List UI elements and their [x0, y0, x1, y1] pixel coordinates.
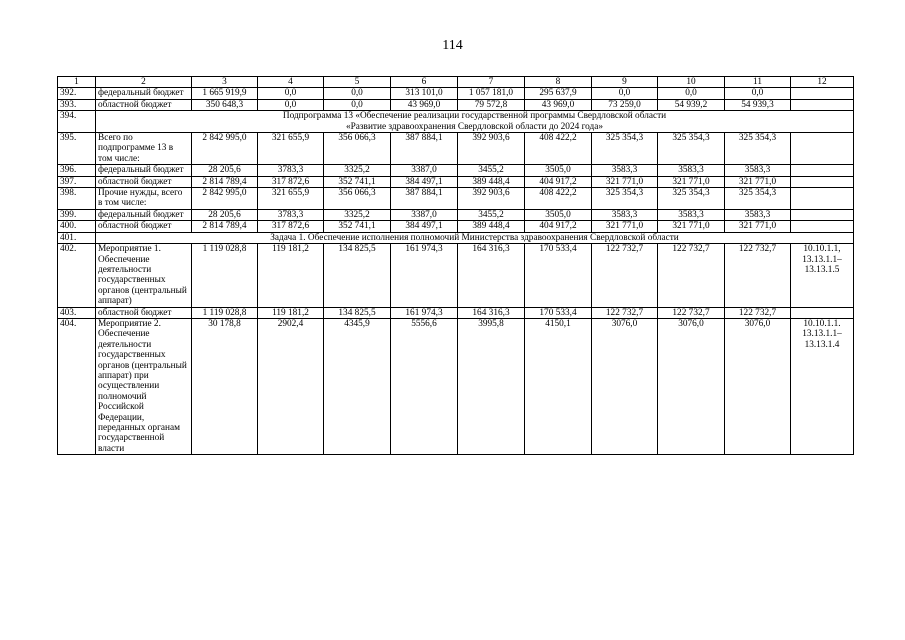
value-cell: 161 974,3	[391, 307, 458, 318]
target-indicators	[791, 209, 854, 220]
table-row	[58, 88, 854, 99]
table-row	[58, 165, 854, 176]
row-name: областной бюджет	[96, 307, 192, 318]
target-indicators: 10.10.1.1. 13.13.1.1– 13.13.1.4	[791, 318, 854, 454]
row-index: 402.	[58, 244, 96, 307]
column-header: 4	[258, 77, 324, 88]
value-cell: 3325,2	[324, 165, 391, 176]
column-header: 5	[324, 77, 391, 88]
value-cell: 3583,3	[658, 165, 725, 176]
value-cell: 0,0	[258, 99, 324, 110]
value-cell: 119 181,2	[258, 244, 324, 307]
value-cell: 3076,0	[725, 318, 791, 454]
value-cell: 356 066,3	[324, 133, 391, 165]
value-cell: 1 119 028,8	[192, 244, 258, 307]
value-cell: 384 497,1	[391, 221, 458, 232]
value-cell: 3387,0	[391, 209, 458, 220]
row-index: 397.	[58, 176, 96, 187]
row-name: Мероприятие 2. Обеспечение деятельности государственных органов (центральный аппарат) при осуществлении полномочий Российской Федерации, переданных органам государственной власти	[96, 318, 192, 454]
column-header: 10	[658, 77, 725, 88]
row-index: 401.	[58, 232, 96, 243]
row-name: федеральный бюджет	[96, 165, 192, 176]
target-indicators	[791, 88, 854, 99]
value-cell: 389 448,4	[458, 176, 525, 187]
column-header: 8	[525, 77, 592, 88]
page-number: 114	[442, 38, 463, 53]
value-cell: 3387,0	[391, 165, 458, 176]
row-index: 399.	[58, 209, 96, 220]
value-cell: 408 422,2	[525, 133, 592, 165]
target-indicators	[791, 176, 854, 187]
value-cell: 30 178,8	[192, 318, 258, 454]
value-cell: 3325,2	[324, 209, 391, 220]
value-cell: 325 354,3	[658, 133, 725, 165]
section-row	[58, 111, 854, 133]
value-cell: 3505,0	[525, 209, 592, 220]
row-index: 393.	[58, 99, 96, 110]
row-index: 404.	[58, 318, 96, 454]
section-title-line: Задача 1. Обеспечение исполнения полномочий Министерства здравоохранения Свердловской области	[270, 232, 679, 243]
table-row	[58, 133, 854, 165]
value-cell: 2 814 789,4	[192, 221, 258, 232]
section-title	[96, 232, 854, 243]
value-cell: 43 969,0	[391, 99, 458, 110]
column-header: 12	[791, 77, 854, 88]
table-row	[58, 176, 854, 187]
value-cell: 170 533,4	[525, 307, 592, 318]
value-cell: 321 771,0	[658, 221, 725, 232]
target-indicators: 10.10.1.1, 13.13.1.1– 13.13.1.5	[791, 244, 854, 307]
value-cell: 1 057 181,0	[458, 88, 525, 99]
value-cell: 3455,2	[458, 165, 525, 176]
row-index: 400.	[58, 221, 96, 232]
value-cell: 3505,0	[525, 165, 592, 176]
target-indicators	[791, 221, 854, 232]
value-cell: 5556,6	[391, 318, 458, 454]
value-cell: 3076,0	[592, 318, 658, 454]
row-index: 395.	[58, 133, 96, 165]
value-cell: 0,0	[658, 88, 725, 99]
value-cell: 3076,0	[658, 318, 725, 454]
table-row	[58, 99, 854, 110]
value-cell: 317 872,6	[258, 176, 324, 187]
value-cell: 0,0	[592, 88, 658, 99]
target-indicators	[791, 99, 854, 110]
table-row	[58, 188, 854, 210]
value-cell: 0,0	[725, 88, 791, 99]
column-header: 3	[192, 77, 258, 88]
row-index: 394.	[58, 111, 96, 133]
value-cell: 317 872,6	[258, 221, 324, 232]
value-cell: 325 354,3	[725, 133, 791, 165]
row-index: 396.	[58, 165, 96, 176]
value-cell: 122 732,7	[592, 307, 658, 318]
value-cell: 122 732,7	[725, 307, 791, 318]
table-row	[58, 307, 854, 318]
row-name: областной бюджет	[96, 176, 192, 187]
value-cell: 1 119 028,8	[192, 307, 258, 318]
value-cell: 3455,2	[458, 209, 525, 220]
value-cell: 3583,3	[725, 165, 791, 176]
table-row	[58, 318, 854, 454]
target-indicators	[791, 188, 854, 210]
value-cell: 0,0	[258, 88, 324, 99]
value-cell: 408 422,2	[525, 188, 592, 210]
section-row	[58, 232, 854, 243]
value-cell: 134 825,5	[324, 244, 391, 307]
value-cell: 43 969,0	[525, 99, 592, 110]
value-cell: 384 497,1	[391, 176, 458, 187]
row-name: Всего по подпрограмме 13 в том числе:	[96, 133, 192, 165]
value-cell: 170 533,4	[525, 244, 592, 307]
value-cell: 352 741,1	[324, 176, 391, 187]
value-cell: 2 842 995,0	[192, 133, 258, 165]
value-cell: 28 205,6	[192, 209, 258, 220]
column-header: 1	[58, 77, 96, 88]
value-cell: 164 316,3	[458, 244, 525, 307]
value-cell: 352 741,1	[324, 221, 391, 232]
column-header: 11	[725, 77, 791, 88]
value-cell: 3995,8	[458, 318, 525, 454]
target-indicators	[791, 133, 854, 165]
value-cell: 2 842 995,0	[192, 188, 258, 210]
value-cell: 295 637,9	[525, 88, 592, 99]
value-cell: 1 665 919,9	[192, 88, 258, 99]
value-cell: 0,0	[324, 99, 391, 110]
value-cell: 392 903,6	[458, 133, 525, 165]
value-cell: 325 354,3	[592, 188, 658, 210]
row-name: Прочие нужды, всего в том числе:	[96, 188, 192, 210]
value-cell: 4345,9	[324, 318, 391, 454]
section-title	[96, 111, 854, 133]
header-row	[58, 77, 854, 88]
section-title-line: «Развитие здравоохранения Свердловской области до 2024 года»	[345, 121, 604, 132]
column-header: 2	[96, 77, 192, 88]
value-cell: 3783,3	[258, 209, 324, 220]
value-cell: 404 917,2	[525, 176, 592, 187]
value-cell: 389 448,4	[458, 221, 525, 232]
value-cell: 122 732,7	[725, 244, 791, 307]
table-row	[58, 244, 854, 307]
value-cell: 387 884,1	[391, 133, 458, 165]
value-cell: 79 572,8	[458, 99, 525, 110]
value-cell: 3583,3	[592, 165, 658, 176]
row-index: 392.	[58, 88, 96, 99]
value-cell: 4150,1	[525, 318, 592, 454]
value-cell: 0,0	[324, 88, 391, 99]
table-body	[58, 77, 854, 455]
row-name: Мероприятие 1. Обеспечение деятельности государственных органов (центральный аппарат)	[96, 244, 192, 307]
column-header: 6	[391, 77, 458, 88]
value-cell: 3783,3	[258, 165, 324, 176]
target-indicators	[791, 307, 854, 318]
value-cell: 387 884,1	[391, 188, 458, 210]
value-cell: 321 655,9	[258, 188, 324, 210]
value-cell: 122 732,7	[658, 244, 725, 307]
value-cell: 325 354,3	[592, 133, 658, 165]
value-cell: 2902,4	[258, 318, 324, 454]
value-cell: 122 732,7	[658, 307, 725, 318]
row-name: областной бюджет	[96, 99, 192, 110]
row-index: 398.	[58, 188, 96, 210]
value-cell: 392 903,6	[458, 188, 525, 210]
value-cell: 3583,3	[658, 209, 725, 220]
value-cell: 321 771,0	[725, 221, 791, 232]
value-cell: 54 939,3	[725, 99, 791, 110]
value-cell: 164 316,3	[458, 307, 525, 318]
value-cell: 325 354,3	[725, 188, 791, 210]
value-cell: 3583,3	[725, 209, 791, 220]
value-cell: 3583,3	[592, 209, 658, 220]
table-row	[58, 209, 854, 220]
column-header: 7	[458, 77, 525, 88]
value-cell: 404 917,2	[525, 221, 592, 232]
value-cell: 321 771,0	[592, 221, 658, 232]
target-indicators	[791, 165, 854, 176]
value-cell: 73 259,0	[592, 99, 658, 110]
value-cell: 122 732,7	[592, 244, 658, 307]
section-title-line: Подпрограмма 13 «Обеспечение реализации государственной программы Свердловской области	[282, 111, 667, 122]
row-name: областной бюджет	[96, 221, 192, 232]
value-cell: 321 771,0	[658, 176, 725, 187]
value-cell: 134 825,5	[324, 307, 391, 318]
value-cell: 2 814 789,4	[192, 176, 258, 187]
value-cell: 321 771,0	[592, 176, 658, 187]
value-cell: 350 648,3	[192, 99, 258, 110]
budget-table	[57, 76, 854, 455]
value-cell: 321 771,0	[725, 176, 791, 187]
value-cell: 321 655,9	[258, 133, 324, 165]
value-cell: 119 181,2	[258, 307, 324, 318]
column-header: 9	[592, 77, 658, 88]
value-cell: 356 066,3	[324, 188, 391, 210]
table-row	[58, 221, 854, 232]
value-cell: 54 939,2	[658, 99, 725, 110]
value-cell: 325 354,3	[658, 188, 725, 210]
row-name: федеральный бюджет	[96, 88, 192, 99]
value-cell: 28 205,6	[192, 165, 258, 176]
value-cell: 313 101,0	[391, 88, 458, 99]
row-index: 403.	[58, 307, 96, 318]
value-cell: 161 974,3	[391, 244, 458, 307]
row-name: федеральный бюджет	[96, 209, 192, 220]
